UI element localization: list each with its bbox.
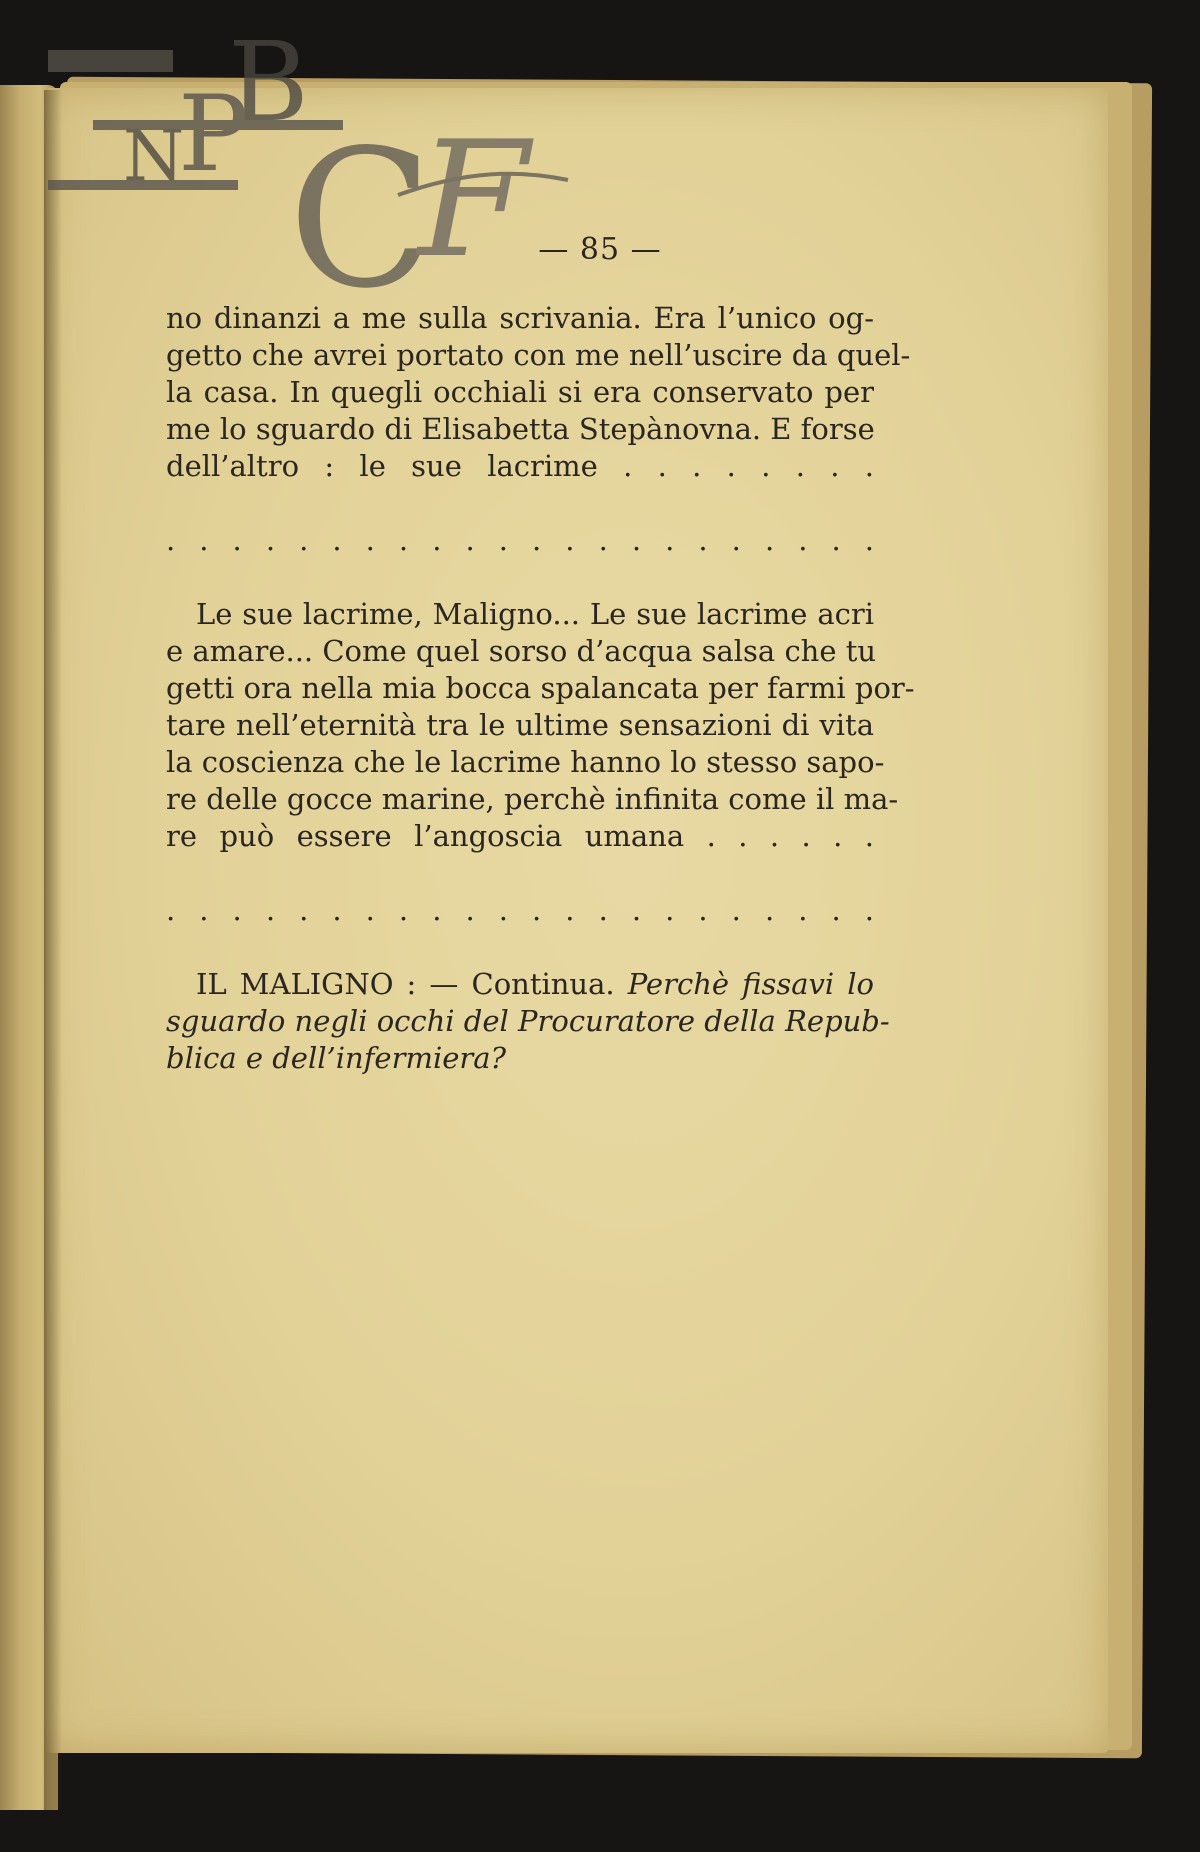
italic-text: Perchè fissavi lo: [627, 967, 875, 1001]
text-line: Le sue lacrime, Maligno... Le sue lacrime acri: [196, 597, 874, 631]
text-line: la casa. In quegli occhiali si era conservato per: [166, 375, 874, 409]
text-line: re può essere l’angoscia umana . . . . . .: [166, 819, 874, 853]
page-number: — 85 —: [538, 232, 662, 267]
text-line: la coscienza che le lacrime hanno lo stesso sapo-: [166, 745, 885, 779]
text-line: no dinanzi a me sulla scrivania. Era l’unico og-: [166, 301, 874, 335]
dialogue-line: [166, 1040, 874, 1077]
text-line: dell’altro : le sue lacrime . . . . . . . .: [166, 449, 874, 483]
ellipsis-separator: . . . . . . . . . . . . . . . . . . . . . .: [166, 893, 874, 927]
speaker-label: IL MALIGNO : — Continua.: [196, 967, 615, 1001]
text-line: re delle gocce marine, perchè infinita come il ma-: [166, 782, 899, 816]
svg-text:C: C: [288, 109, 434, 290]
book-gutter: [44, 90, 62, 1810]
dialogue-line: [166, 1003, 890, 1040]
italic-text: blica e dell’infermiera?: [166, 1041, 507, 1075]
svg-text:N: N: [123, 115, 185, 197]
text-line: e amare... Come quel sorso d’acqua salsa che tu: [166, 634, 877, 668]
text-line: tare nell’eternità tra le ultime sensazioni di vita: [166, 708, 874, 742]
text-line: getti ora nella mia bocca spalancata per farmi por-: [166, 671, 915, 705]
svg-text:P: P: [178, 73, 249, 195]
page-text: [166, 300, 915, 1077]
svg-text:F: F: [418, 106, 530, 290]
svg-text:B: B: [228, 20, 309, 146]
text-line: me lo sguardo di Elisabetta Stepànovna. E forse: [166, 412, 875, 446]
dialogue-line: [166, 966, 874, 1003]
ellipsis-separator: . . . . . . . . . . . . . . . . . . . . . .: [166, 523, 874, 557]
text-line: getto che avrei portato con me nell’uscire da quel-: [166, 338, 911, 372]
italic-text: sguardo negli occhi del Procuratore della Repub-: [166, 1004, 890, 1038]
